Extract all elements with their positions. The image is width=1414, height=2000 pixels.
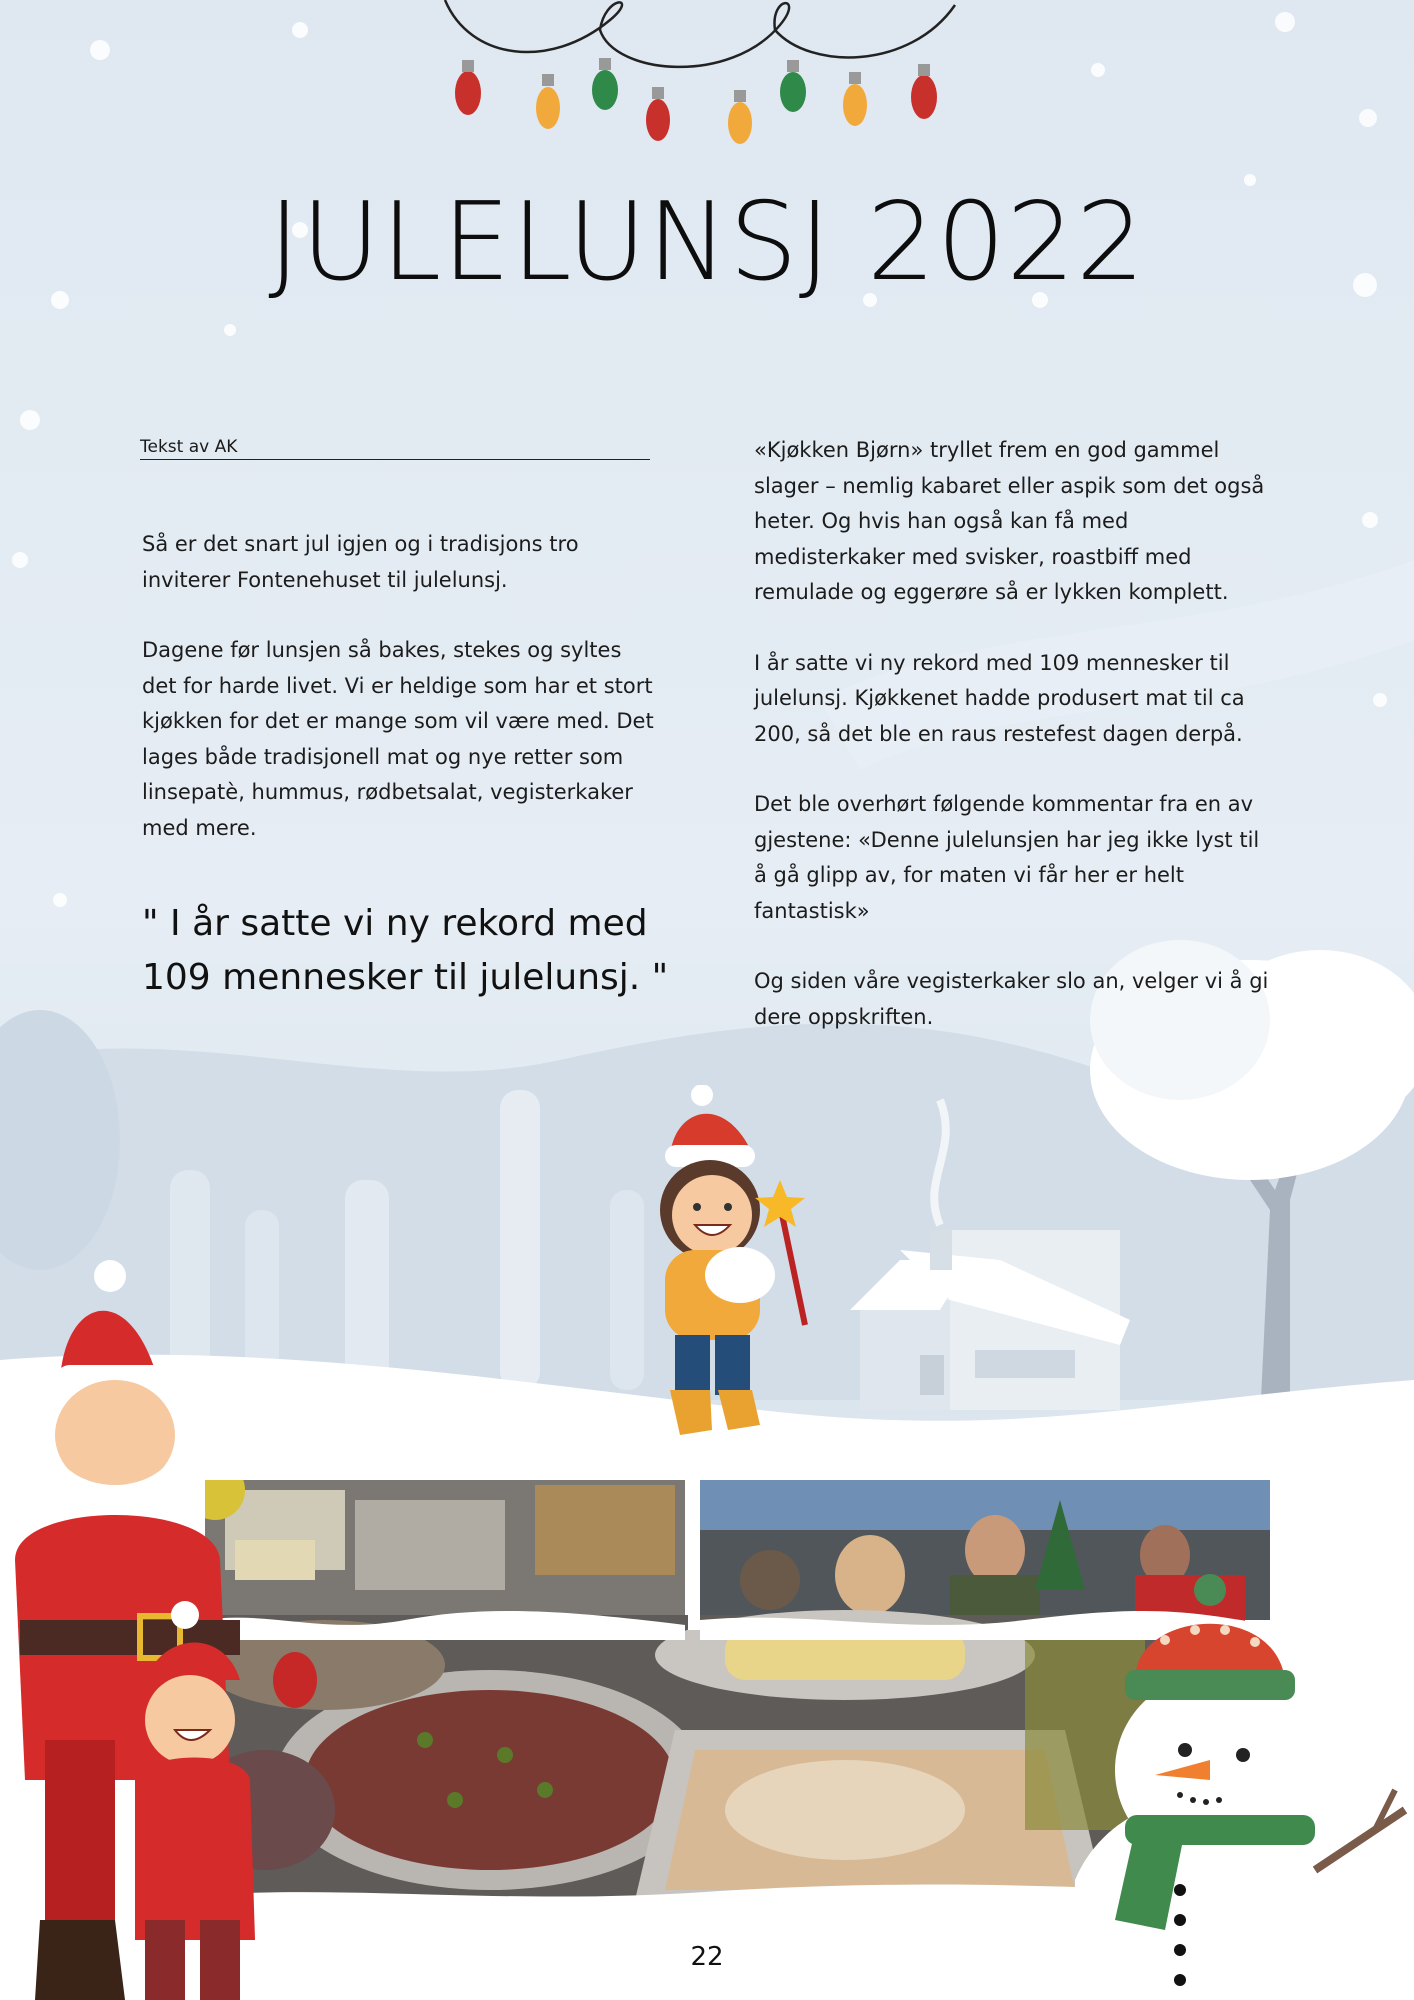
santa-with-elf-icon: [5, 1260, 335, 2000]
page-number: 22: [690, 1942, 724, 1972]
pull-quote: " I år satte vi ny rekord med 109 mennesker til julelunsj. ": [142, 903, 669, 998]
food-photo: [205, 1610, 1205, 1905]
bulb-1: [455, 60, 481, 115]
girl-with-star-wand-icon: [640, 1085, 830, 1465]
snowman-icon: [1075, 1570, 1414, 2000]
right-column: [754, 433, 1274, 1070]
paragraph: Og siden våre vegisterkaker slo an, velger vi å gi dere oppskriften.: [754, 969, 1269, 1029]
paragraph: Så er det snart jul igjen og i tradisjons tro inviterer Fontenehuset til julelunsj.: [142, 532, 579, 592]
page-title: JULELUNSJ 2022: [268, 180, 1146, 305]
paragraph: I år satte vi ny rekord med 109 mennesker til julelunsj. Kjøkkenet hadde produsert mat til ca 200, så det ble en raus restefest dagen derpå.: [754, 650, 1245, 746]
christmas-lights-icon: [430, 0, 970, 150]
paragraph: Dagene før lunsjen så bakes, stekes og syltes det for harde livet. Vi er heldige som har et stort kjøkken for det er mange som vil være med. Det lages både tradisjonell mat og nye retter som linsepatè, hummus, rødbetsalat, vegisterkaker med mere.: [142, 638, 654, 840]
left-column: [142, 527, 662, 881]
byline: Tekst av AK: [140, 437, 650, 460]
paragraph: «Kjøkken Bjørn» tryllet frem en god gammel slager – nemlig kabaret eller aspik som det også heter. Og hvis han også kan få med medisterkaker med svisker, roastbiff med remulade og eggerøre så er lykken komplett.: [754, 438, 1265, 604]
paragraph: Det ble overhørt følgende kommentar fra en av gjestene: «Denne julelunsjen har jeg ikke lyst til å gå glipp av, for maten vi får her er helt fantastisk»: [754, 792, 1260, 923]
